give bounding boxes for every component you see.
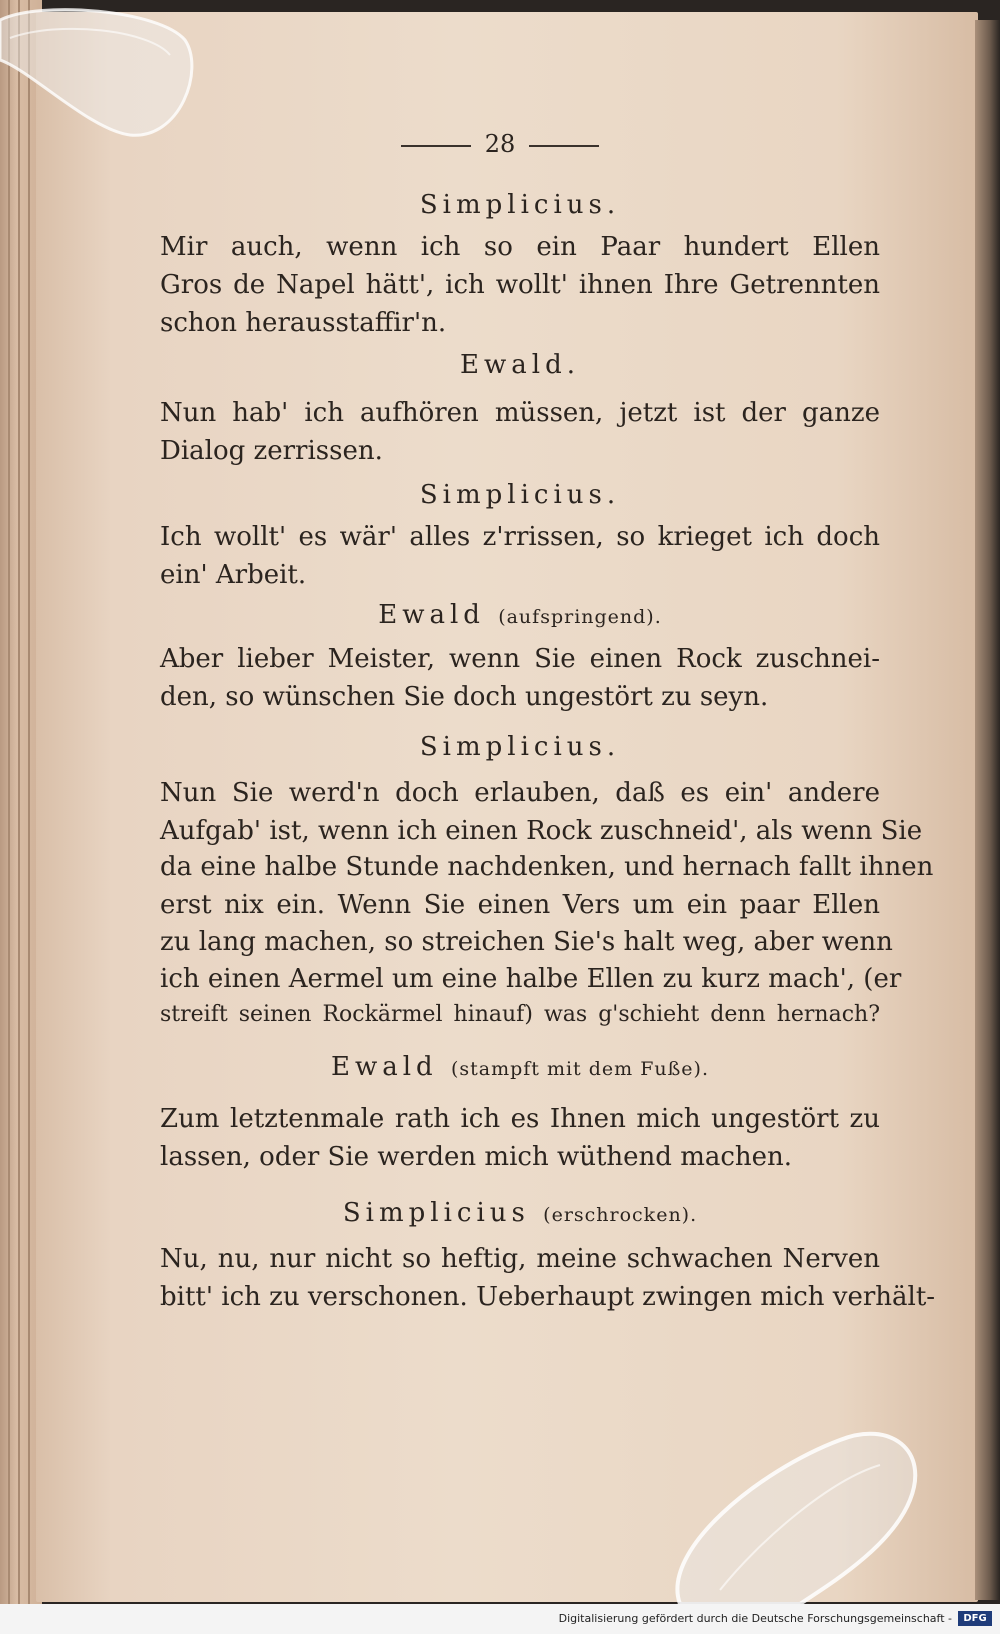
speaker-name: Ewald xyxy=(330,1052,438,1082)
digitization-footer: Digitalisierung gefördert durch die Deutsche Forschungsgemeinschaft - xyxy=(558,1612,952,1625)
page-number-dash-right xyxy=(529,145,599,147)
speaker-name: Simplicius. xyxy=(419,480,621,510)
text-line: Zum letztenmale rath ich es Ihnen mich ungestört zu xyxy=(160,1104,880,1134)
speaker-name: Ewald. xyxy=(460,350,580,380)
speaker-heading xyxy=(160,732,880,762)
page-number-dash-left xyxy=(401,145,471,147)
text-line: Nun hab' ich aufhören müssen, jetzt ist der ganze xyxy=(160,398,880,428)
text-line: Ich wollt' es wär' alles z'rrissen, so krieget ich doch xyxy=(160,522,880,552)
dfg-logo: DFG xyxy=(958,1611,992,1626)
text-line: bitt' ich zu verschonen. Ueberhaupt zwingen mich verhält- xyxy=(160,1282,936,1312)
text-line: schon herausstaffir'n. xyxy=(160,308,447,338)
stage-direction: (stampft mit dem Fuße). xyxy=(450,1058,710,1080)
speaker-name: Simplicius xyxy=(342,1198,530,1228)
page-number xyxy=(0,130,1000,158)
text-line: Mir auch, wenn ich so ein Paar hundert Ellen xyxy=(160,232,880,262)
page-number-text: 28 xyxy=(484,130,516,158)
stage-direction: (erschrocken). xyxy=(543,1204,698,1226)
speaker-name: Simplicius. xyxy=(419,732,621,762)
text-line: ein' Arbeit. xyxy=(160,560,307,590)
right-page-edge xyxy=(975,20,1000,1600)
text-line: Nun Sie werd'n doch erlauben, daß es ein' andere xyxy=(160,778,880,808)
speaker-name: Ewald xyxy=(378,600,485,630)
speaker-heading xyxy=(160,1198,880,1228)
speaker-heading xyxy=(160,480,880,510)
text-line: Dialog zerrissen. xyxy=(160,436,383,466)
speaker-heading xyxy=(160,350,880,380)
text-line: den, so wünschen Sie doch ungestört zu seyn. xyxy=(160,682,769,712)
speaker-heading xyxy=(160,190,880,220)
text-line: Gros de Napel hätt', ich wollt' ihnen Ihre Getrennten xyxy=(160,270,880,300)
speaker-name: Simplicius. xyxy=(419,190,621,220)
text-line: Aufgab' ist, wenn ich einen Rock zuschneid', als wenn Sie xyxy=(160,816,923,846)
text-line: lassen, oder Sie werden mich wüthend machen. xyxy=(160,1142,793,1172)
text-line: Nu, nu, nur nicht so heftig, meine schwachen Nerven xyxy=(160,1244,880,1274)
text-line: Aber lieber Meister, wenn Sie einen Rock zuschnei- xyxy=(160,644,880,674)
text-line: erst nix ein. Wenn Sie einen Vers um ein paar Ellen xyxy=(160,890,880,920)
text-line: zu lang machen, so streichen Sie's halt weg, aber wenn xyxy=(160,927,893,957)
text-line: ich einen Aermel um eine halbe Ellen zu kurz mach', (er xyxy=(160,964,902,994)
text-line: streift seinen Rockärmel hinauf) was g'schieht denn hernach? xyxy=(160,1002,880,1027)
text-line: da eine halbe Stunde nachdenken, und hernach fallt ihnen xyxy=(160,852,934,882)
speaker-heading xyxy=(160,600,880,630)
stage-direction: (aufspringend). xyxy=(498,606,662,628)
speaker-heading xyxy=(160,1052,880,1082)
